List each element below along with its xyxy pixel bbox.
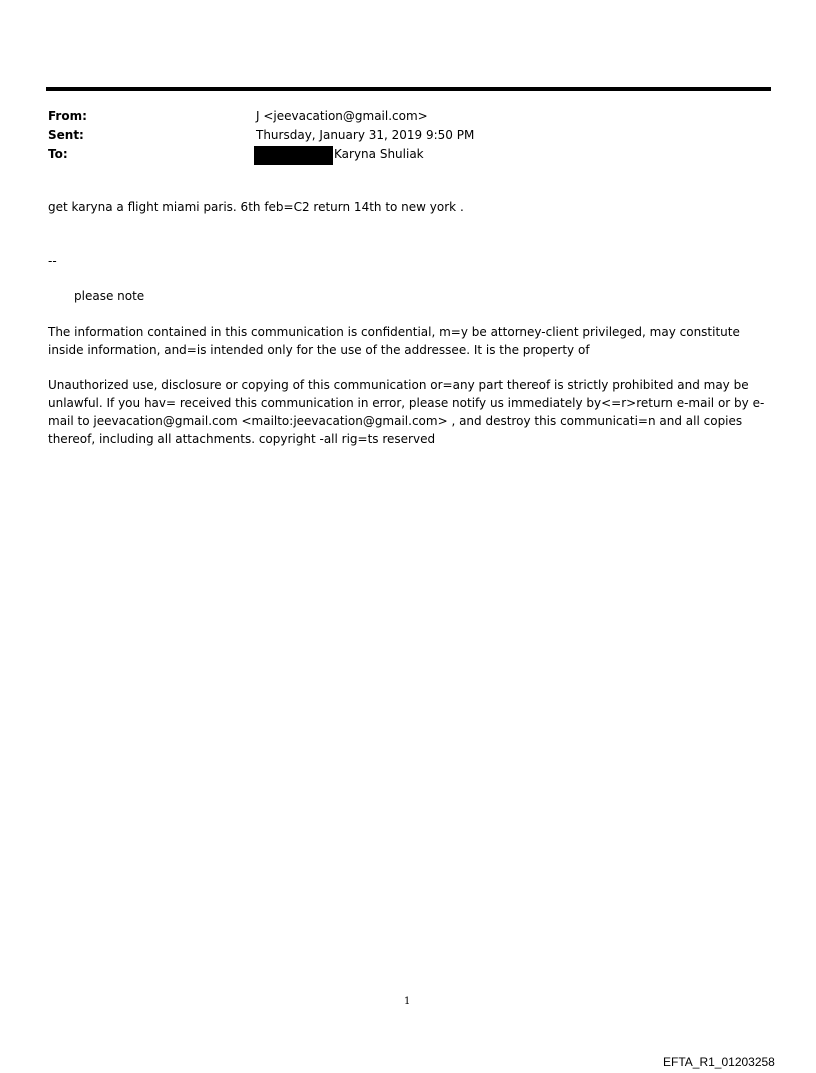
page-number: 1 bbox=[404, 996, 411, 1007]
to-value: Karyna Shuliak bbox=[334, 147, 424, 161]
to-label: To: bbox=[48, 147, 68, 161]
sent-label: Sent: bbox=[48, 128, 84, 142]
disclaimer-line: The information contained in this communication is confidential, m=y be attorney-client privileged, may constitute bbox=[48, 325, 740, 339]
disclaimer-line: thereof, including all attachments. copyright -all rig=ts reserved bbox=[48, 432, 436, 446]
header-rule bbox=[46, 87, 771, 91]
disclaimer-line: mail to jeevacation@gmail.com <mailto:jeevacation@gmail.com> , and destroy this communicati=n and all copies bbox=[48, 414, 743, 428]
please-note-text: please note bbox=[74, 289, 145, 303]
sent-value: Thursday, January 31, 2019 9:50 PM bbox=[256, 128, 475, 142]
disclaimer-line: unlawful. If you hav= received this communication in error, please notify us immediately by<=r>return e-mail or by e- bbox=[48, 396, 765, 410]
bates-number: EFTA_R1_01203258 bbox=[663, 1055, 775, 1069]
from-value: J <jeevacation@gmail.com> bbox=[256, 109, 428, 123]
redaction-box bbox=[254, 146, 333, 165]
disclaimer-line: inside information, and=is intended only for the use of the addressee. It is the property of bbox=[48, 343, 590, 357]
signature-separator: -- bbox=[48, 254, 57, 268]
message-text: get karyna a flight miami paris. 6th feb=C2 return 14th to new york . bbox=[48, 200, 464, 214]
from-label: From: bbox=[48, 109, 87, 123]
disclaimer-line: Unauthorized use, disclosure or copying of this communication or=any part thereof is strictly prohibited and may be bbox=[48, 378, 749, 392]
